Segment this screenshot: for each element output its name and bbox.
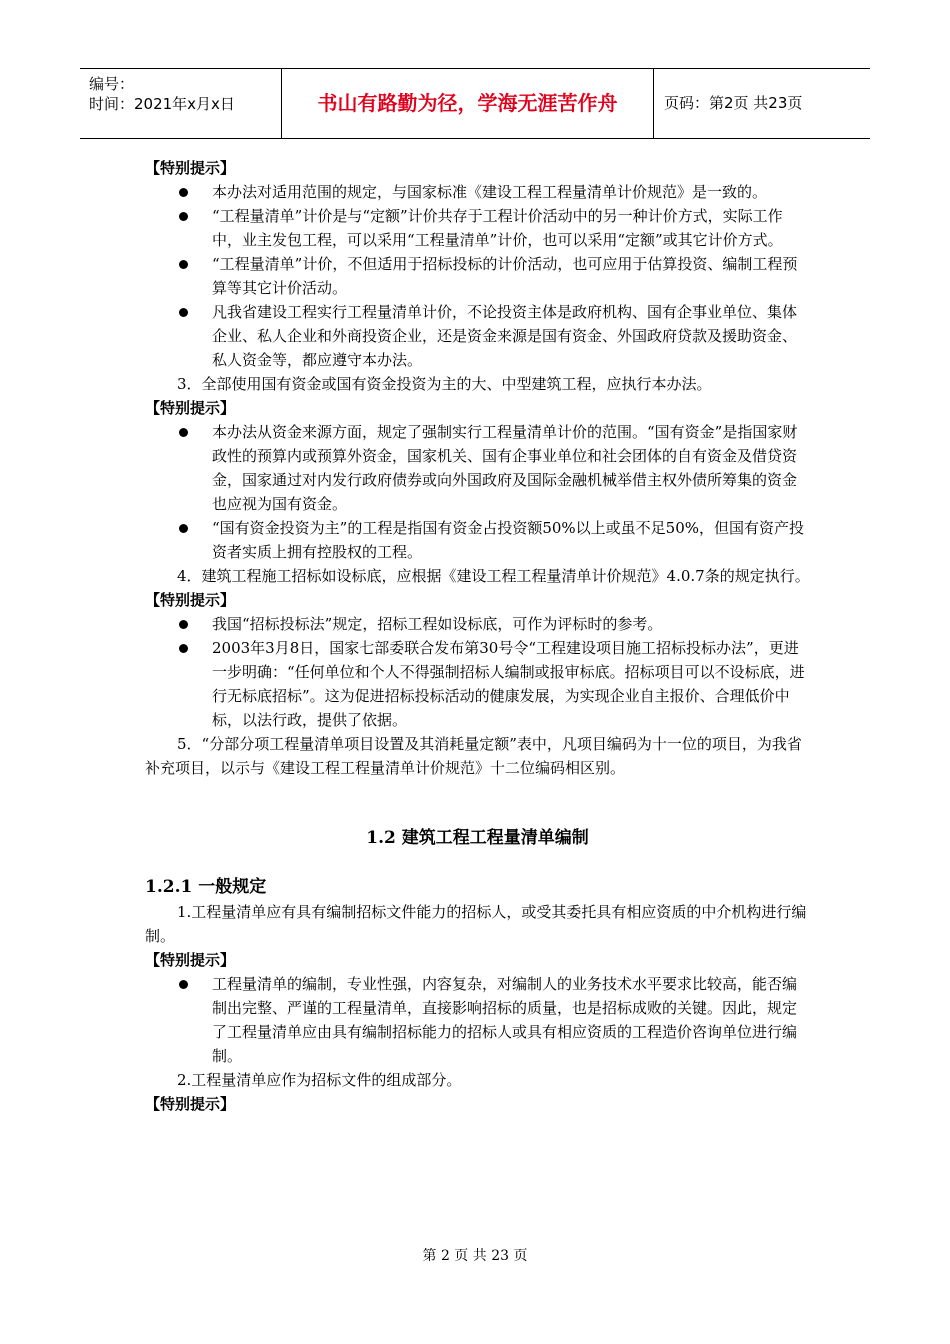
- list-item: 本办法从资金来源方面，规定了强制实行工程量清单计价的范围。“国有资金”是指国家财政性的预算内或预算外资金，国家机关、国有企事业单位和社会团体的自有资金及借贷资金，国家通过对内发行政府债券或向外国政府及国际金融机械举借主权外债所筹集的资金也应视为国有资金。: [145, 420, 810, 516]
- header-page-info: 页码：第2页 共23页: [664, 94, 803, 112]
- list-item: “工程量清单”计价，不但适用于招标投标的计价活动，也可应用于估算投资、编制工程预算等其它计价活动。: [145, 252, 810, 300]
- list-item: 我国“招标投标法”规定，招标工程如设标底，可作为评标时的参考。: [145, 612, 810, 636]
- clause-4: 4．建筑工程施工招标如设标底，应根据《建设工程工程量清单计价规范》4.0.7条的规定执行。: [177, 567, 810, 585]
- document-date-label: 时间：2021年x月x日: [89, 95, 235, 113]
- clause-5: 5．“分部分项工程量清单项目设置及其消耗量定额”表中，凡项目编码为十一位的项目，为我省补充项目，以示与《建设工程工程量清单计价规范》十二位编码相区别。: [145, 735, 802, 777]
- list-item: “国有资金投资为主”的工程是指国有资金占投资额50%以上或虽不足50%，但国有资产投资者实质上拥有控股权的工程。: [145, 516, 810, 564]
- list-item: 本办法对适用范围的规定，与国家标准《建设工程工程量清单计价规范》是一致的。: [145, 180, 810, 204]
- document-body: [145, 156, 810, 1116]
- header-meta: [80, 69, 281, 138]
- list-item: “工程量清单”计价是与“定额”计价共存于工程计价活动中的另一种计价方式，实际工作中，业主发包工程，可以采用“工程量清单”计价，也可以采用“定额”或其它计价方式。: [145, 204, 810, 252]
- subsection-title: 1.2.1 一般规定: [145, 877, 267, 897]
- special-tip-heading: 【特别提示】: [145, 951, 236, 969]
- header-motto: 书山有路勤为径，学海无涯苦作舟: [281, 69, 654, 138]
- bullet-icon: [179, 620, 188, 629]
- list-item: 工程量清单的编制，专业性强，内容复杂，对编制人的业务技术水平要求比较高，能否编制出完整、严谨的工程量清单，直接影响招标的质量，也是招标成败的关键。因此，规定了工程量清单应由具有编制招标能力的招标人或具有相应资质的工程造价咨询单位进行编制。: [145, 972, 810, 1068]
- bullet-icon: [179, 644, 188, 653]
- clause-3: 3．全部使用国有资金或国有资金投资为主的大、中型建筑工程，应执行本办法。: [177, 375, 712, 393]
- special-tip-heading: 【特别提示】: [145, 1095, 236, 1113]
- bullet-icon: [179, 308, 188, 317]
- list-item: 2003年3月8日，国家七部委联合发布第30号令“工程建设项目施工招标投标办法”，更进一步明确：“任何单位和个人不得强制招标人编制或报审标底。招标项目可以不设标底，进行无标底招标”。这为促进招标投标活动的健康发展，为实现企业自主报价、合理低价中标，以法行政，提供了依据。: [145, 636, 810, 732]
- special-tip-heading: 【特别提示】: [145, 591, 236, 609]
- special-tip-heading: 【特别提示】: [145, 399, 236, 417]
- bullet-icon: [179, 524, 188, 533]
- bullet-icon: [179, 260, 188, 269]
- section-title: 1.2 建筑工程工程量清单编制: [366, 828, 589, 848]
- bullet-icon: [179, 212, 188, 221]
- bullet-icon: [179, 980, 188, 989]
- bullet-icon: [179, 428, 188, 437]
- document-number-label: 编号：: [89, 75, 135, 93]
- bullet-icon: [179, 188, 188, 197]
- sub-clause-1: 1.工程量清单应有具有编制招标文件能力的招标人，或受其委托具有相应资质的中介机构进行编制。: [145, 903, 807, 945]
- list-item: 凡我省建设工程实行工程量清单计价，不论投资主体是政府机构、国有企事业单位、集体企业、私人企业和外商投资企业，还是资金来源是国有资金、外国政府贷款及援助资金、私人资金等，都应遵守本办法。: [145, 300, 810, 372]
- page-footer: 第 2 页 共 23 页: [422, 1248, 528, 1264]
- special-tip-heading: 【特别提示】: [145, 159, 236, 177]
- page-header: [80, 68, 870, 139]
- sub-clause-2: 2.工程量清单应作为招标文件的组成部分。: [177, 1071, 462, 1089]
